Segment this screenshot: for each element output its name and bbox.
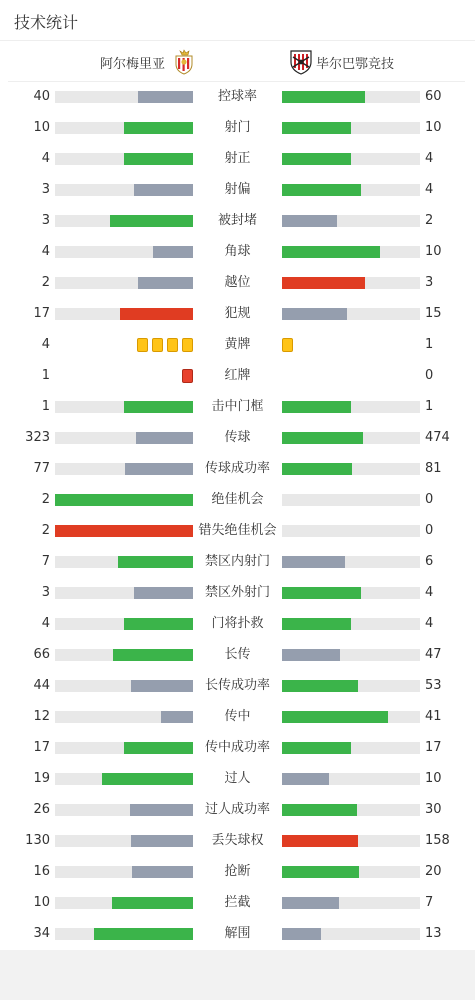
home-bar-track: [55, 866, 193, 878]
home-value: 12: [33, 709, 50, 724]
home-bar-track: [55, 91, 193, 103]
away-bar-fill: [282, 556, 345, 568]
away-value: 15: [425, 306, 442, 321]
away-value: 4: [425, 151, 434, 166]
away-value: 4: [425, 616, 434, 631]
away-bar-fill: [282, 618, 351, 630]
home-value: 4: [41, 616, 50, 631]
away-value: 10: [425, 244, 442, 259]
stat-row: [0, 918, 475, 949]
stat-label: 角球: [224, 244, 251, 259]
stat-row: [0, 515, 475, 546]
away-value: 7: [425, 895, 434, 910]
away-bar-track: [282, 308, 420, 320]
away-bar-track: [282, 711, 420, 723]
title-divider: [0, 40, 475, 41]
yellow-card-icon: [167, 338, 178, 352]
away-bar-track: [282, 866, 420, 878]
home-cards: [182, 369, 193, 383]
away-bar-track: [282, 897, 420, 909]
stat-label: 丢失球权: [211, 833, 264, 848]
away-bar-track: [282, 184, 420, 196]
home-value: 40: [33, 89, 50, 104]
home-bar-fill: [120, 308, 193, 320]
away-value: 6: [425, 554, 434, 569]
home-bar-track: [55, 711, 193, 723]
home-team-name: 阿尔梅里亚: [99, 56, 165, 72]
away-bar-fill: [282, 866, 359, 878]
home-bar-track: [55, 587, 193, 599]
stat-row: [0, 484, 475, 515]
home-value: 34: [33, 926, 50, 941]
home-bar-track: [55, 742, 193, 754]
stat-label: 解围: [224, 926, 251, 941]
home-bar-fill: [55, 525, 193, 537]
home-value: 4: [41, 337, 50, 352]
away-value: 30: [425, 802, 442, 817]
stat-row: [0, 546, 475, 577]
home-bar-track: [55, 401, 193, 413]
home-bar-track: [55, 835, 193, 847]
stat-label: 击中门框: [211, 399, 264, 414]
home-bar-fill: [132, 866, 193, 878]
away-bar-fill: [282, 277, 365, 289]
home-bar-track: [55, 432, 193, 444]
home-value: 17: [33, 306, 50, 321]
away-bar-track: [282, 525, 420, 537]
stat-label: 禁区外射门: [204, 585, 270, 600]
away-bar-track: [282, 928, 420, 940]
away-value: 17: [425, 740, 442, 755]
away-value: 2: [425, 213, 434, 228]
home-value: 3: [41, 585, 50, 600]
home-bar-track: [55, 680, 193, 692]
stat-label: 传球: [224, 430, 251, 445]
home-bar-track: [55, 773, 193, 785]
athletic-bilbao-crest-icon: [289, 49, 311, 75]
stat-row: [0, 267, 475, 298]
stat-row: [0, 701, 475, 732]
home-value: 1: [41, 368, 50, 383]
stat-label: 长传: [224, 647, 251, 662]
stat-row: [0, 298, 475, 329]
stat-label: 射偏: [224, 182, 251, 197]
stat-label: 绝佳机会: [211, 492, 264, 507]
away-bar-fill: [282, 897, 339, 909]
home-value: 323: [25, 430, 50, 445]
stat-row: [0, 81, 475, 112]
away-bar-track: [282, 618, 420, 630]
home-value: 2: [41, 275, 50, 290]
home-bar-track: [55, 184, 193, 196]
home-cards: [137, 338, 193, 352]
away-bar-track: [282, 804, 420, 816]
home-bar-fill: [112, 897, 193, 909]
home-bar-fill: [131, 835, 193, 847]
stat-label: 过人: [224, 771, 251, 786]
away-value: 474: [425, 430, 450, 445]
away-value: 53: [425, 678, 442, 693]
away-value: 0: [425, 368, 434, 383]
away-bar-fill: [282, 587, 361, 599]
stat-row: [0, 453, 475, 484]
home-value: 2: [41, 523, 50, 538]
home-bar-track: [55, 525, 193, 537]
almeria-crest-icon: [173, 49, 195, 75]
home-bar-fill: [125, 463, 193, 475]
away-bar-track: [282, 556, 420, 568]
away-bar-track: [282, 773, 420, 785]
away-bar-fill: [282, 835, 358, 847]
stat-label: 犯规: [224, 306, 251, 321]
stat-label: 错失绝佳机会: [198, 523, 277, 538]
stat-row: [0, 236, 475, 267]
home-bar-track: [55, 804, 193, 816]
home-bar-fill: [124, 122, 193, 134]
stat-label: 越位: [224, 275, 251, 290]
home-value: 1: [41, 399, 50, 414]
yellow-card-icon: [182, 338, 193, 352]
stat-row: [0, 856, 475, 887]
home-value: 2: [41, 492, 50, 507]
away-bar-track: [282, 401, 420, 413]
away-bar-track: [282, 277, 420, 289]
home-bar-fill: [134, 587, 193, 599]
stat-row: [0, 174, 475, 205]
stat-row: [0, 143, 475, 174]
away-bar-fill: [282, 215, 337, 227]
stat-row: [0, 639, 475, 670]
away-team-name: 毕尔巴鄂竞技: [316, 56, 395, 72]
away-bar-fill: [282, 463, 352, 475]
home-bar-fill: [138, 277, 193, 289]
stat-label: 长传成功率: [204, 678, 270, 693]
stat-label: 拦截: [224, 895, 251, 910]
home-bar-fill: [118, 556, 193, 568]
stat-label: 控球率: [217, 89, 257, 104]
stat-label: 射门: [224, 120, 251, 135]
home-value: 7: [41, 554, 50, 569]
away-bar-track: [282, 587, 420, 599]
home-bar-fill: [55, 494, 193, 506]
home-bar-track: [55, 494, 193, 506]
stat-label: 传中: [224, 709, 251, 724]
away-value: 13: [425, 926, 442, 941]
stat-label: 传球成功率: [204, 461, 270, 476]
stat-label: 黄牌: [224, 337, 251, 352]
home-bar-track: [55, 122, 193, 134]
home-value: 4: [41, 151, 50, 166]
away-bar-track: [282, 649, 420, 661]
away-bar-fill: [282, 91, 365, 103]
home-value: 19: [33, 771, 50, 786]
home-bar-track: [55, 463, 193, 475]
away-value: 4: [425, 585, 434, 600]
home-bar-fill: [124, 153, 193, 165]
away-bar-track: [282, 246, 420, 258]
stat-label: 射正: [224, 151, 251, 166]
away-bar-track: [282, 680, 420, 692]
away-bar-track: [282, 742, 420, 754]
home-bar-track: [55, 246, 193, 258]
home-bar-track: [55, 928, 193, 940]
away-bar-fill: [282, 308, 347, 320]
stat-row: [0, 422, 475, 453]
away-value: 1: [425, 337, 434, 352]
away-value: 81: [425, 461, 442, 476]
stat-label: 传中成功率: [204, 740, 270, 755]
stat-row: [0, 670, 475, 701]
away-bar-fill: [282, 432, 363, 444]
stat-row: [0, 763, 475, 794]
home-value: 10: [33, 895, 50, 910]
away-value: 10: [425, 120, 442, 135]
away-bar-fill: [282, 804, 357, 816]
away-bar-track: [282, 835, 420, 847]
home-bar-track: [55, 618, 193, 630]
away-value: 158: [425, 833, 450, 848]
away-bar-fill: [282, 246, 380, 258]
away-value: 10: [425, 771, 442, 786]
away-bar-fill: [282, 711, 388, 723]
home-bar-fill: [131, 680, 193, 692]
away-bar-fill: [282, 680, 358, 692]
stat-row: [0, 391, 475, 422]
home-value: 26: [33, 802, 50, 817]
stat-row: [0, 732, 475, 763]
home-bar-track: [55, 308, 193, 320]
away-value: 60: [425, 89, 442, 104]
home-bar-fill: [113, 649, 193, 661]
home-team[interactable]: [100, 48, 195, 76]
stat-row: [0, 608, 475, 639]
home-bar-fill: [110, 215, 193, 227]
stat-row: [0, 329, 475, 360]
home-value: 10: [33, 120, 50, 135]
away-team[interactable]: [289, 48, 394, 76]
away-bar-track: [282, 494, 420, 506]
away-bar-track: [282, 432, 420, 444]
away-bar-fill: [282, 153, 351, 165]
away-bar-track: [282, 122, 420, 134]
away-value: 20: [425, 864, 442, 879]
home-bar-track: [55, 277, 193, 289]
home-bar-fill: [153, 246, 193, 258]
stat-label: 门将扑救: [211, 616, 264, 631]
home-bar-fill: [94, 928, 193, 940]
home-bar-track: [55, 897, 193, 909]
away-value: 0: [425, 523, 434, 538]
away-bar-fill: [282, 742, 351, 754]
page-title: 技术统计: [14, 13, 79, 32]
stat-label: 抢断: [224, 864, 251, 879]
home-bar-fill: [138, 91, 193, 103]
red-card-icon: [182, 369, 193, 383]
yellow-card-icon: [152, 338, 163, 352]
away-value: 3: [425, 275, 434, 290]
away-bar-fill: [282, 773, 329, 785]
home-bar-fill: [161, 711, 193, 723]
home-bar-fill: [124, 742, 193, 754]
stat-row: [0, 205, 475, 236]
stat-label: 被封堵: [217, 213, 257, 228]
away-bar-fill: [282, 122, 351, 134]
stat-label: 禁区内射门: [204, 554, 270, 569]
away-bar-fill: [282, 184, 361, 196]
home-bar-fill: [102, 773, 193, 785]
away-cards: [282, 338, 293, 352]
away-value: 0: [425, 492, 434, 507]
yellow-card-icon: [282, 338, 293, 352]
home-bar-fill: [136, 432, 193, 444]
stat-row: [0, 794, 475, 825]
away-value: 41: [425, 709, 442, 724]
away-value: 1: [425, 399, 434, 414]
home-value: 4: [41, 244, 50, 259]
away-value: 47: [425, 647, 442, 662]
home-bar-fill: [124, 618, 193, 630]
stat-row: [0, 577, 475, 608]
home-bar-track: [55, 153, 193, 165]
away-bar-fill: [282, 649, 340, 661]
home-bar-track: [55, 215, 193, 227]
stat-row: [0, 360, 475, 391]
away-bar-fill: [282, 928, 321, 940]
away-bar-track: [282, 153, 420, 165]
stat-row: [0, 887, 475, 918]
home-value: 66: [33, 647, 50, 662]
away-bar-track: [282, 91, 420, 103]
home-value: 130: [25, 833, 50, 848]
home-bar-track: [55, 556, 193, 568]
home-value: 44: [33, 678, 50, 693]
stat-row: [0, 825, 475, 856]
away-bar-fill: [282, 401, 351, 413]
stat-label: 过人成功率: [204, 802, 270, 817]
home-value: 77: [33, 461, 50, 476]
home-bar-fill: [130, 804, 193, 816]
home-value: 3: [41, 182, 50, 197]
home-value: 17: [33, 740, 50, 755]
stats-list: [0, 81, 475, 949]
home-bar-track: [55, 649, 193, 661]
away-bar-track: [282, 215, 420, 227]
home-bar-fill: [134, 184, 193, 196]
yellow-card-icon: [137, 338, 148, 352]
home-bar-fill: [124, 401, 193, 413]
home-value: 3: [41, 213, 50, 228]
home-value: 16: [33, 864, 50, 879]
stat-row: [0, 112, 475, 143]
away-value: 4: [425, 182, 434, 197]
away-bar-track: [282, 463, 420, 475]
stat-label: 红牌: [224, 368, 251, 383]
